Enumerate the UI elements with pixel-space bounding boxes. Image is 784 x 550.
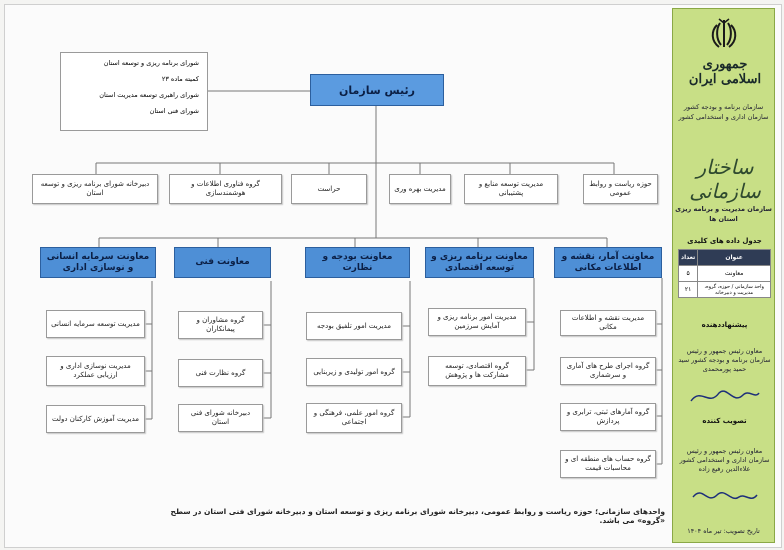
unit-box: گروه امور تولیدی و زیربنایی	[306, 358, 402, 386]
staff-unit-planning-secretariat: دبیرخانه شورای برنامه ریزی و توسعه استان	[32, 174, 158, 204]
org-name-2: سازمان اداری و استخدامی کشور	[678, 113, 769, 121]
staff-unit-resources: مدیریت توسعه منابع و پشتیبانی	[464, 174, 558, 204]
council-item: شورای فنی استان	[149, 107, 199, 115]
calligraphy-title: ساختار سازمانی	[689, 155, 761, 203]
table-cell-count: ۲۱	[679, 282, 698, 298]
side-panel	[672, 8, 775, 543]
table-cell-label: معاونت	[698, 266, 771, 282]
panel-title-2: استان ها	[709, 215, 738, 223]
ceo-box: رئیس سازمان	[310, 74, 444, 106]
unit-box: مدیریت امور برنامه ریزی و آمایش سرزمین	[428, 308, 526, 336]
deputy-statistics: معاونت آمار، نقشه و اطلاعات مکانی	[554, 247, 662, 278]
unit-box: گروه آمارهای ثبتی، ترابری و پردازش	[560, 403, 656, 431]
panel-title-1: سازمان مدیریت و برنامه ریزی	[675, 205, 772, 213]
deputy-human-capital: معاونت سرمایه انسانی و نوسازی اداری	[40, 247, 156, 278]
table-cell-label: واحد سازمانی / حوزه، گروه، مدیریت و دبیرخانه	[698, 282, 771, 298]
approval-date: تاریخ تصویب: تیر ماه ۱۴۰۴	[687, 527, 760, 535]
approver-signature	[687, 483, 763, 509]
table-header-label: عنوان	[698, 250, 771, 266]
unit-box: دبیرخانه شورای فنی استان	[178, 404, 263, 432]
approver-name: معاون رئیس جمهور و رئیس سازمان اداری و استخدامی کشور علاءالدین رفیع زاده	[679, 447, 770, 473]
unit-box: مدیریت امور تلفیق بودجه	[306, 312, 402, 340]
proposer-name: معاون رئیس جمهور و رئیس سازمان برنامه و بودجه کشور سید حمید پورمحمدی	[678, 347, 771, 373]
council-item: شورای راهبری توسعه مدیریت استان	[99, 91, 199, 99]
unit-box: گروه اقتصادی، توسعه مشارکت ها و پژوهش	[428, 356, 526, 386]
council-item: کمیته ماده ۲۳	[161, 75, 199, 83]
staff-unit-presidency: حوزه ریاست و روابط عمومی	[583, 174, 658, 204]
unit-box: گروه حساب های منطقه ای و محاسبات قیمت	[560, 450, 656, 478]
staff-unit-it: گروه فناوری اطلاعات و هوشمندسازی	[169, 174, 282, 204]
key-data-table	[678, 249, 771, 298]
unit-box: گروه اجرای طرح های آماری و سرشماری	[560, 357, 656, 385]
footer-note: واحدهای سازمانی؛ حوزه ریاست و روابط عمومی، دبیرخانه شورای برنامه ریزی و توسعه استان و دبیرخانه شورای فنی استان در سطح «گروه» می باشد.	[170, 507, 665, 525]
council-item: شورای برنامه ریزی و توسعه استان	[103, 59, 199, 67]
iran-emblem-icon	[707, 17, 741, 53]
councils-box	[60, 52, 208, 131]
republic-title: جمهوری اسلامی ایران	[688, 57, 762, 87]
unit-box: گروه امور علمی، فرهنگی و اجتماعی	[306, 403, 402, 433]
org-name-1: سازمان برنامه و بودجه کشور	[683, 103, 764, 111]
staff-unit-security: حراست	[291, 174, 367, 204]
unit-box: مدیریت نوسازی اداری و ارزیابی عملکرد	[46, 356, 145, 386]
table-cell-count: ۵	[679, 266, 698, 282]
approver-title: تصویب کننده	[702, 417, 747, 425]
unit-box: مدیریت توسعه سرمایه انسانی	[46, 310, 145, 338]
unit-box: مدیریت نقشه و اطلاعات مکانی	[560, 310, 656, 336]
proposer-signature	[687, 383, 763, 409]
deputy-budget: معاونت بودجه و نظارت	[305, 247, 410, 278]
unit-box: مدیریت آموزش کارکنان دولت	[46, 405, 145, 433]
key-data-title: جدول داده های کلیدی	[687, 237, 762, 245]
staff-unit-productivity: مدیریت بهره وری	[389, 174, 451, 204]
proposer-title: پیشنهاددهنده	[701, 321, 748, 329]
unit-box: گروه نظارت فنی	[178, 359, 263, 387]
unit-box: گروه مشاوران و پیمانکاران	[178, 311, 263, 339]
deputy-planning: معاونت برنامه ریزی و توسعه اقتصادی	[425, 247, 534, 278]
deputy-technical: معاونت فنی	[174, 247, 271, 278]
table-header-count: تعداد	[679, 250, 698, 266]
